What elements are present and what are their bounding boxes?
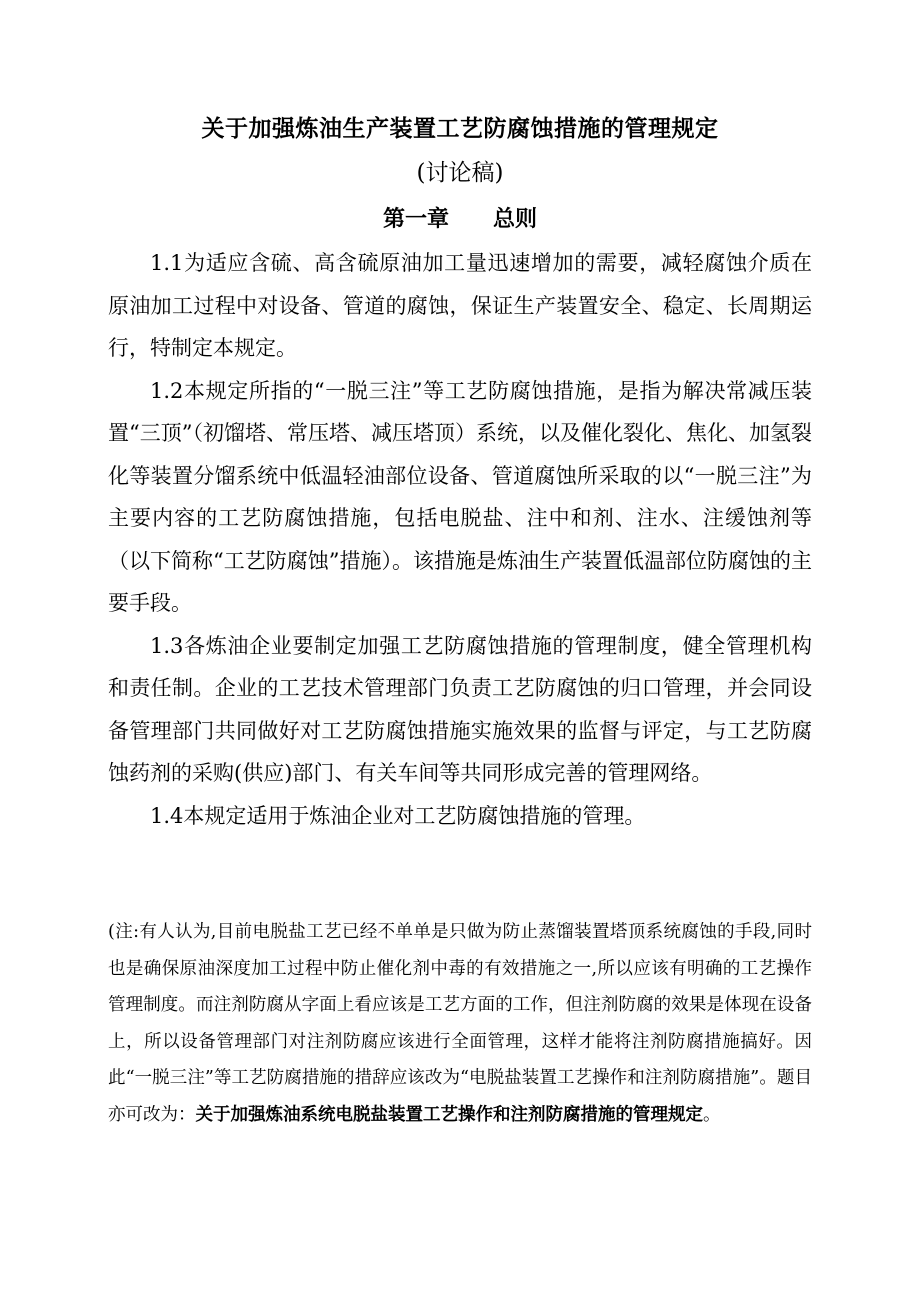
editor-note bbox=[108, 914, 812, 1133]
note-end: 。 bbox=[703, 1104, 721, 1125]
note-suggested-title: 关于加强炼油系统电脱盐装置工艺操作和注剂防腐措施的管理规定 bbox=[195, 1104, 703, 1125]
paragraph-1-3: 1.3各炼油企业要制定加强工艺防腐蚀措施的管理制度，健全管理机构和责任制。企业的工艺技术管理部门负责工艺防腐蚀的归口管理，并会同设备管理部门共同做好对工艺防腐蚀措施实施效果的监督与评定，与工艺防腐蚀药剂的采购(供应)部门、有关车间等共同形成完善的管理网络。 bbox=[108, 633, 812, 785]
chapter-name: 总则 bbox=[493, 206, 538, 232]
paragraph-1-4: 1.4本规定适用于炼油企业对工艺防腐蚀措施的管理。 bbox=[150, 803, 646, 828]
chapter-heading bbox=[0, 202, 920, 236]
document-subtitle: (讨论稿) bbox=[416, 160, 504, 186]
chapter-number: 第一章 bbox=[382, 206, 449, 232]
note-text: (注:有人认为,目前电脱盐工艺已经不单单是只做为防止蒸馏装置塔顶系统腐蚀的手段,同时也是确保原油深度加工过程中防止催化剂中毒的有效措施之一,所以应该有明确的工艺操作管理制度。而注剂防腐从字面上看应该是工艺方面的工作，但注剂防腐的效果是体现在设备上，所以设备管理部门对注剂防腐应该进行全面管理，这样才能将注剂防腐措施搞好。因此“一脱三注”等工艺防腐措施的措辞应该改为“电脱盐装置工艺操作和注剂防腐措施”。题目亦可改为： bbox=[108, 922, 812, 1125]
paragraph-1-2: 1.2本规定所指的“一脱三注”等工艺防腐蚀措施，是指为解决常减压装置“三顶”（初馏塔、常压塔、减压塔顶）系统，以及催化裂化、焦化、加氢裂化等装置分馏系统中低温轻油部位设备、管道腐蚀所采取的以“一脱三注”为主要内容的工艺防腐蚀措施，包括电脱盐、注中和剂、注水、注缓蚀剂等（以下简称“工艺防腐蚀”措施）。该措施是炼油生产装置低温部位防腐蚀的主要手段。 bbox=[108, 378, 812, 615]
body-text bbox=[108, 242, 812, 837]
paragraph-1-1: 1.1为适应含硫、高含硫原油加工量迅速增加的需要，减轻腐蚀介质在原油加工过程中对设备、管道的腐蚀，保证生产装置安全、稳定、长周期运行，特制定本规定。 bbox=[108, 251, 812, 360]
document-title: 关于加强炼油生产装置工艺防腐蚀措施的管理规定 bbox=[201, 115, 719, 142]
